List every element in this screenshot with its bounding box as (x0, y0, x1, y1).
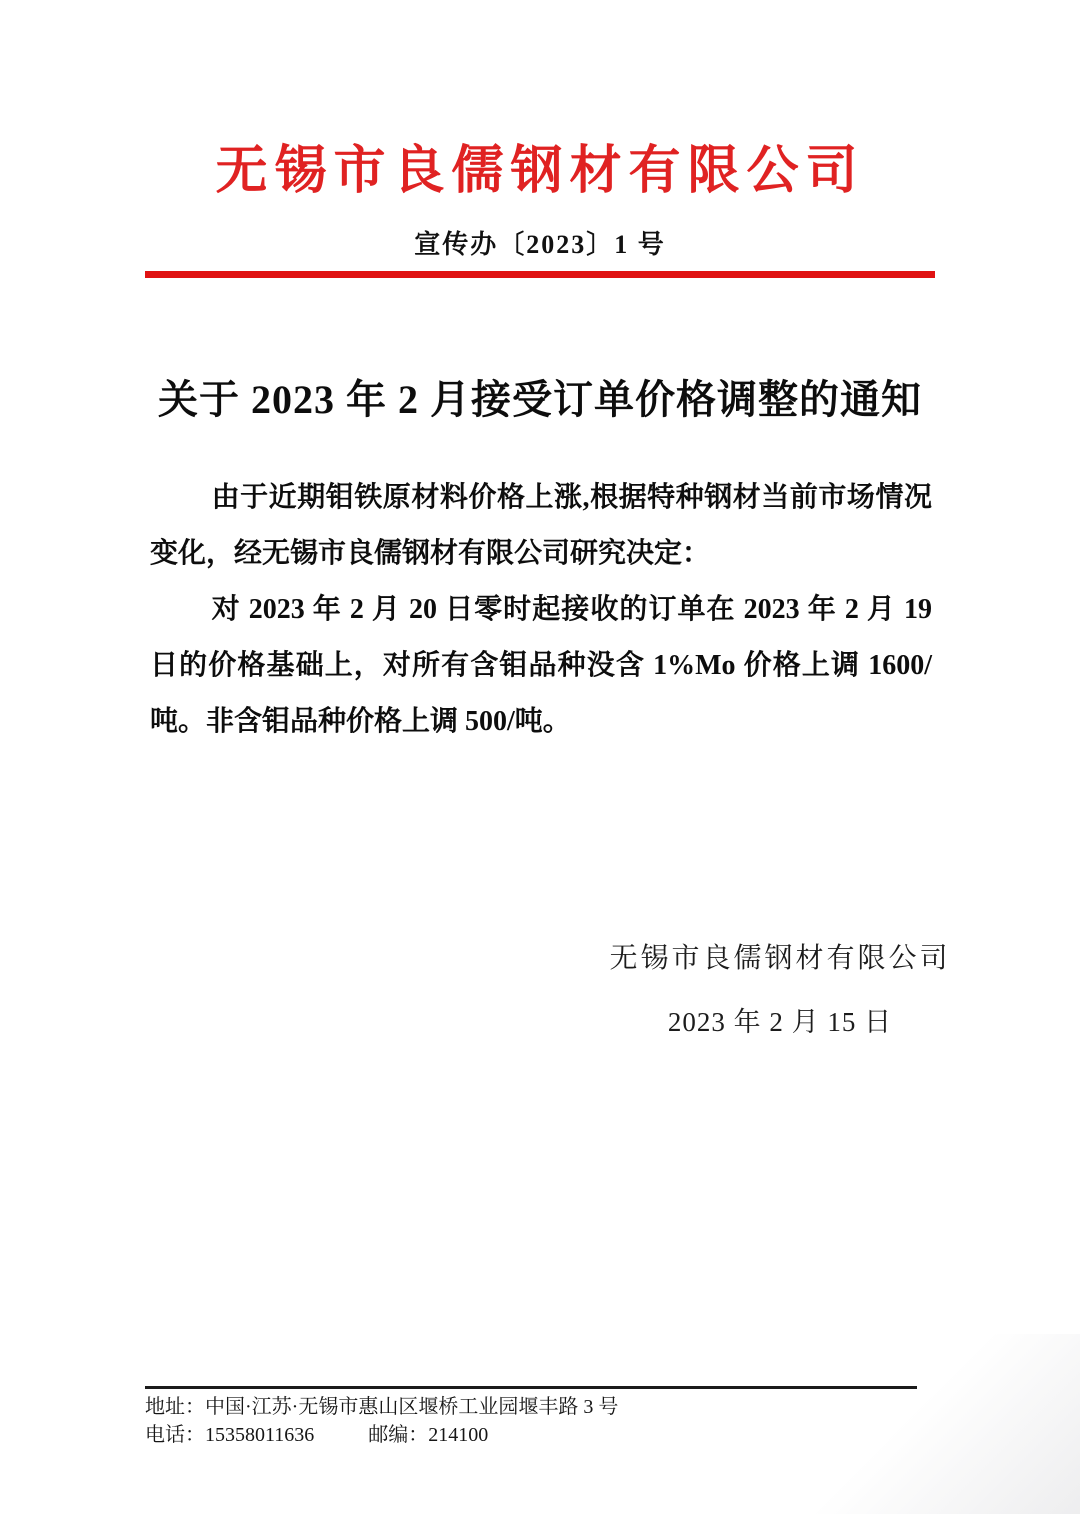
document-title: 关于 2023 年 2 月接受订单价格调整的通知 (158, 377, 922, 422)
footer-address-line (145, 1393, 917, 1421)
postal-label: 邮编： (368, 1424, 429, 1446)
signature-company-name: 无锡市良儒钢材有限公司 (609, 943, 951, 974)
paragraph-1: 由于近期钼铁原材料价格上涨,根据特种钢材当前市场情况变化，经无锡市良儒钢材有限公司研究决定： (150, 482, 932, 569)
address-value: 中国·江苏·无锡市惠山区堰桥工业园堰丰路 3 号 (205, 1396, 619, 1418)
postal-value: 214100 (428, 1424, 489, 1446)
paragraph-2: 对 2023 年 2 月 20 日零时起接收的订单在 2023 年 2 月 19 日的价格基础上，对所有含钼品种没含 1%Mo 价格上调 1600/吨。非含钼品种价格上调 500/吨。 (150, 594, 932, 737)
company-masthead: 无锡市良儒钢材有限公司 (215, 143, 865, 200)
document-number: 宣传办〔2023〕1 号 (414, 230, 666, 259)
footer-contact-line (145, 1421, 917, 1449)
phone-value: 15358011636 (205, 1424, 315, 1446)
phone-label: 电话： (145, 1424, 205, 1446)
address-label: 地址： (145, 1396, 205, 1418)
red-divider-rule (145, 271, 935, 278)
signature-block (540, 936, 1020, 1039)
document-body (150, 470, 932, 750)
page-footer (145, 1386, 917, 1449)
signature-date: 2023 年 2 月 15 日 (667, 1007, 893, 1037)
